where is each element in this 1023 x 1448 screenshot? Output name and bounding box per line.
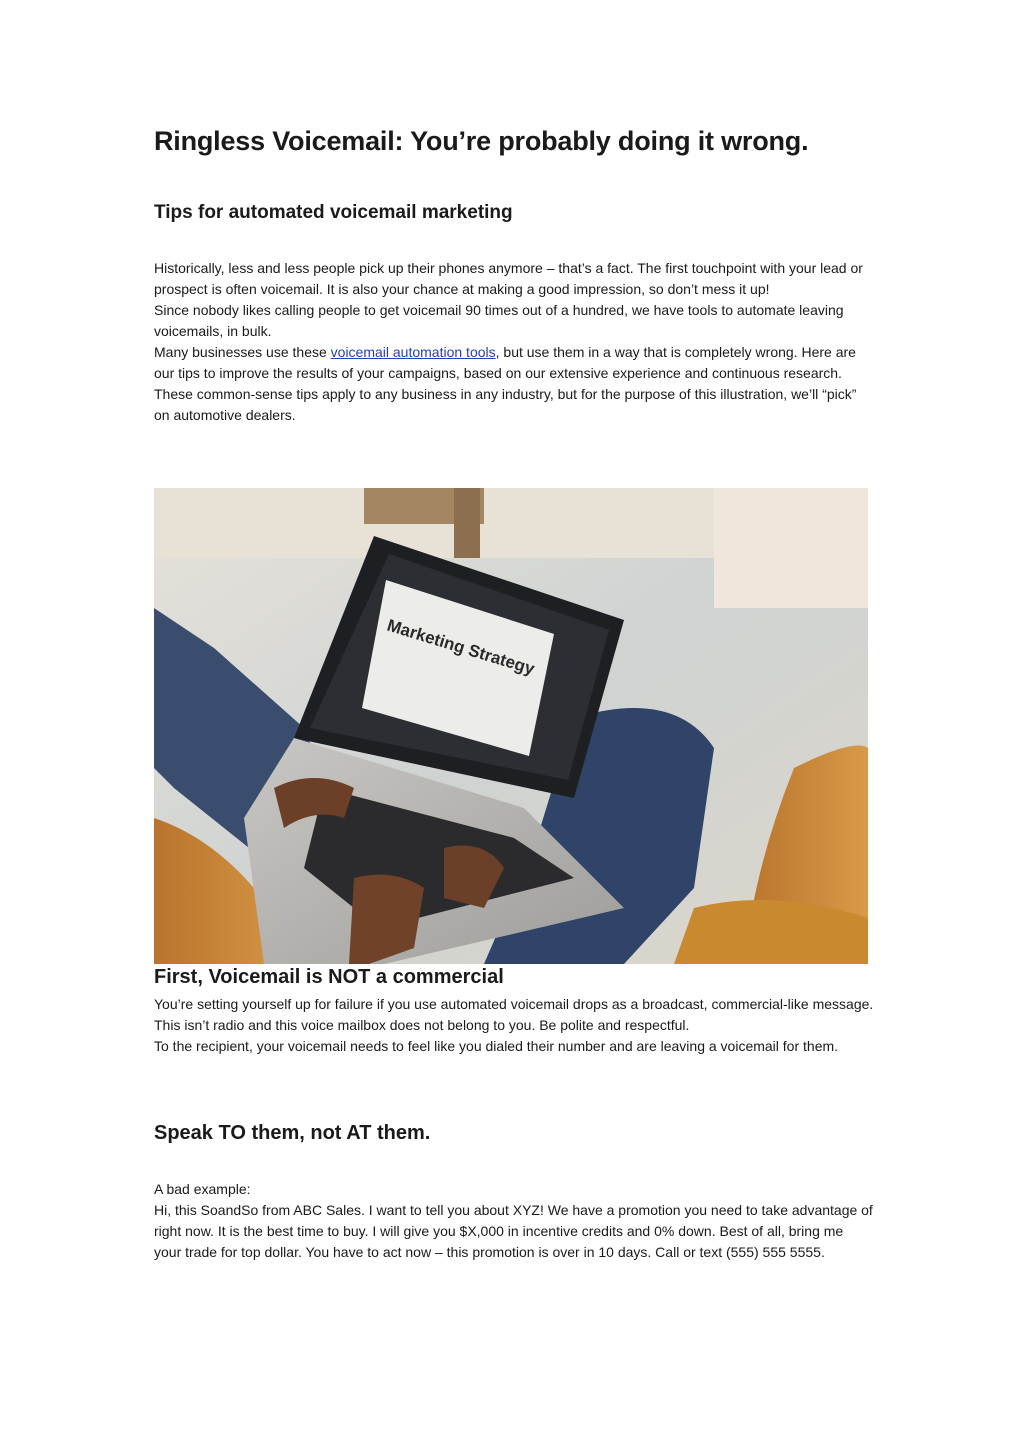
- intro-paragraph-4: These common-sense tips apply to any business in any industry, but for the purpose of this illustration, we’ll “pick” on automotive dealers.: [154, 386, 857, 423]
- section-first-body: [154, 994, 874, 1057]
- section-speak-body: [154, 1179, 874, 1263]
- page-subtitle: Tips for automated voicemail marketing: [154, 202, 513, 223]
- section-heading-speak: Speak TO them, not AT them.: [154, 1122, 431, 1144]
- intro-section: [154, 258, 874, 426]
- screen-text: Marketing Strategy: [384, 615, 537, 679]
- laptop-photo: [154, 488, 868, 964]
- intro-paragraph-3: [154, 342, 874, 384]
- bad-example-text: Hi, this SoandSo from ABC Sales. I want to tell you about XYZ! We have a promotion you need to take advantage of right now. It is the best time to buy. I will give you $X,000 in incentive credits and 0% down. Best of all, bring me your trade for top dollar. You have to act now – this promotion is over in 10 days. Call or text (555) 555 5555.: [154, 1202, 873, 1260]
- intro-paragraph-2: Since nobody likes calling people to get voicemail 90 times out of a hundred, we have tools to automate leaving voicemails, in bulk.: [154, 302, 844, 339]
- bad-example-label: A bad example:: [154, 1181, 251, 1197]
- intro-paragraph-1: Historically, less and less people pick up their phones anymore – that’s a fact. The first touchpoint with your lead or prospect is often voicemail. It is also your chance at making a good impression, so don’t mess it up!: [154, 260, 863, 297]
- intro-paragraph-3-end: , but use them in a way that is completely wrong. Here are our tips to improve the results of your campaigns, based on our extensive experience and continuous research.: [154, 344, 856, 381]
- section-first-paragraph-1: You’re setting yourself up for failure if you use automated voicemail drops as a broadcast, commercial-like message. This isn’t radio and this voice mailbox does not belong to you. Be polite and respectful.: [154, 996, 874, 1033]
- intro-paragraph-3-start: Many businesses use these: [154, 344, 331, 360]
- section-heading-first: First, Voicemail is NOT a commercial: [154, 966, 504, 988]
- section-first-paragraph-2: To the recipient, your voicemail needs to feel like you dialed their number and are leaving a voicemail for them.: [154, 1038, 839, 1054]
- voicemail-automation-tools-link[interactable]: voicemail automation tools: [330, 344, 496, 360]
- page-title: Ringless Voicemail: You’re probably doing it wrong.: [154, 126, 809, 156]
